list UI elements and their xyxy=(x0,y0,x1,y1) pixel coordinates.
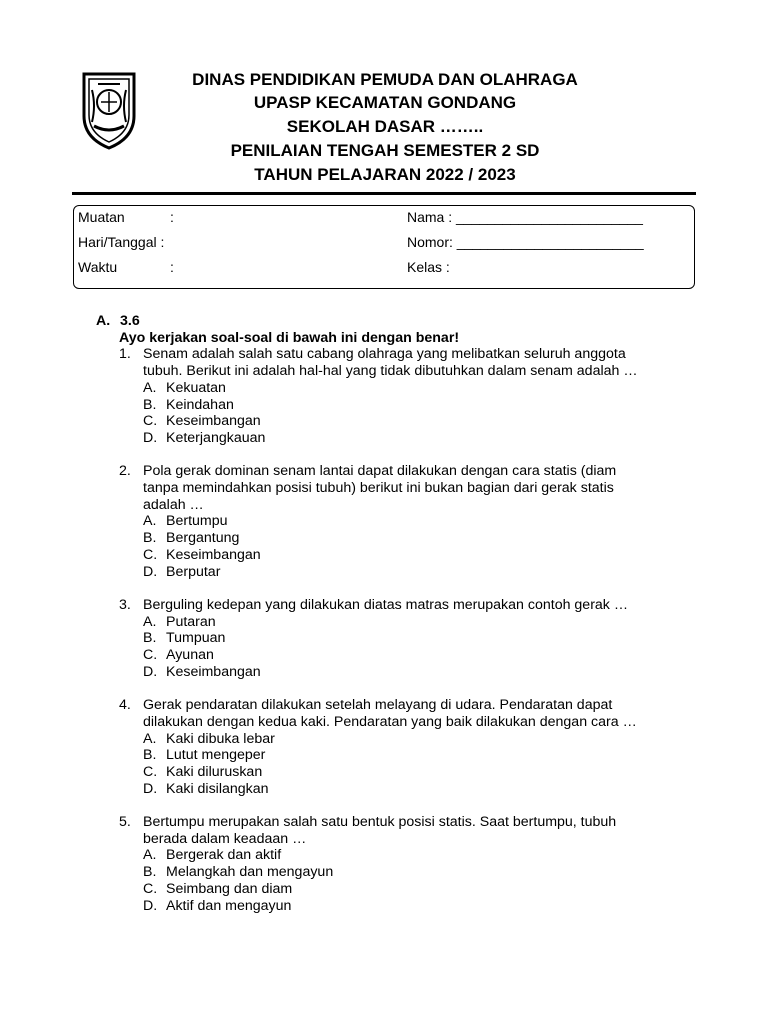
question-spacer xyxy=(96,680,696,697)
colon-muatan: : xyxy=(170,209,174,225)
question-item xyxy=(96,597,696,681)
option-text: Kekuatan xyxy=(166,379,226,396)
answer-option[interactable] xyxy=(143,747,696,764)
colon-waktu: : xyxy=(170,259,174,275)
option-text: Kaki dibuka lebar xyxy=(166,730,275,747)
answer-option[interactable] xyxy=(143,664,696,681)
question-item xyxy=(96,346,696,446)
option-text: Keseimbangan xyxy=(166,663,261,680)
question-text-line: Senam adalah salah satu cabang olahraga yang melibatkan seluruh anggota xyxy=(143,346,626,363)
question-body xyxy=(143,346,696,446)
option-text: Bergantung xyxy=(166,530,240,547)
header-unit: UPASP KECAMATAN GONDANG xyxy=(253,93,517,112)
header-divider xyxy=(72,192,696,195)
option-letter: D. xyxy=(143,563,158,580)
option-text: Keseimbangan xyxy=(166,546,261,563)
question-number: 3. xyxy=(119,596,131,613)
option-letter: C. xyxy=(143,546,158,563)
option-letter: B. xyxy=(143,864,157,881)
section-label: A. xyxy=(96,313,111,329)
option-letter: C. xyxy=(143,763,158,780)
option-letter: A. xyxy=(143,513,157,530)
answer-option[interactable] xyxy=(143,614,696,631)
answer-option[interactable] xyxy=(143,764,696,781)
question-number: 1. xyxy=(119,346,131,363)
option-text: Kaki disilangkan xyxy=(166,780,269,797)
answer-option[interactable] xyxy=(143,647,696,664)
regency-emblem-logo xyxy=(78,70,140,150)
question-text-line: tubuh. Berikut ini adalah hal-hal yang tidak dibutuhkan dalam senam adalah … xyxy=(143,363,638,380)
question-body xyxy=(143,597,696,681)
answer-option[interactable] xyxy=(143,864,696,881)
header-school: SEKOLAH DASAR …….. xyxy=(286,117,484,136)
field-nama[interactable]: Nama : ________________________ xyxy=(407,209,643,225)
option-text: Keterjangkauan xyxy=(166,429,266,446)
field-nomor[interactable]: Nomor: ________________________ xyxy=(407,234,644,250)
answer-option[interactable] xyxy=(143,397,696,414)
option-text: Tumpuan xyxy=(166,630,226,647)
option-text: Lutut mengeper xyxy=(166,747,266,764)
question-spacer xyxy=(96,447,696,464)
option-text: Aktif dan mengayun xyxy=(166,897,292,914)
question-text-line: tanpa memindahkan posisi tubuh) berikut ini bukan bagian dari gerak statis xyxy=(143,480,614,497)
answer-option[interactable] xyxy=(143,564,696,581)
question-text-line: Bertumpu merupakan salah satu bentuk posisi statis. Saat bertumpu, tubuh xyxy=(143,814,617,831)
option-letter: C. xyxy=(143,647,158,664)
question-text-line: Berguling kedepan yang dilakukan diatas matras merupakan contoh gerak … xyxy=(143,596,629,613)
field-kelas[interactable]: Kelas : xyxy=(407,259,450,275)
question-list xyxy=(96,346,696,914)
header-school-year: TAHUN PELAJARAN 2022 / 2023 xyxy=(254,165,516,184)
option-letter: D. xyxy=(143,897,158,914)
option-text: Bergerak dan aktif xyxy=(166,847,282,864)
option-letter: A. xyxy=(143,613,157,630)
question-text-line: berada dalam keadaan … xyxy=(143,830,307,847)
question-text-line: dilakukan dengan kedua kaki. Pendaratan yang baik dilakukan dengan cara … xyxy=(143,713,637,730)
option-letter: B. xyxy=(143,747,157,764)
option-text: Putaran xyxy=(166,613,216,630)
question-spacer xyxy=(96,797,696,814)
option-letter: A. xyxy=(143,730,157,747)
header-exam-title: PENILAIAN TENGAH SEMESTER 2 SD xyxy=(230,141,540,160)
question-number: 5. xyxy=(119,814,131,831)
question-body xyxy=(143,463,696,580)
option-letter: A. xyxy=(143,379,157,396)
question-item xyxy=(96,697,696,797)
option-letter: C. xyxy=(143,413,158,430)
label-waktu: Waktu xyxy=(78,259,118,275)
answer-option[interactable] xyxy=(143,630,696,647)
option-letter: B. xyxy=(143,530,157,547)
question-number: 2. xyxy=(119,463,131,480)
header-agency: DINAS PENDIDIKAN PEMUDA DAN OLAHRAGA xyxy=(192,70,578,89)
option-text: Seimbang dan diam xyxy=(166,880,293,897)
option-text: Keindahan xyxy=(166,396,234,413)
option-letter: D. xyxy=(143,780,158,797)
option-text: Keseimbangan xyxy=(166,413,261,430)
option-text: Melangkah dan mengayun xyxy=(166,864,334,881)
answer-option[interactable] xyxy=(143,731,696,748)
label-hari-tanggal: Hari/Tanggal : xyxy=(78,234,165,250)
option-letter: B. xyxy=(143,396,157,413)
answer-option[interactable] xyxy=(143,380,696,397)
question-body xyxy=(143,697,696,797)
section-code: 3.6 xyxy=(120,313,140,329)
label-muatan: Muatan xyxy=(78,209,125,225)
question-text-line: Pola gerak dominan senam lantai dapat dilakukan dengan cara statis (diam xyxy=(143,463,617,480)
question-item xyxy=(96,814,696,914)
option-text: Kaki diluruskan xyxy=(166,763,263,780)
question-text-line: adalah … xyxy=(143,496,204,513)
question-number: 4. xyxy=(119,697,131,714)
option-letter: D. xyxy=(143,429,158,446)
answer-option[interactable] xyxy=(143,547,696,564)
option-text: Berputar xyxy=(166,563,221,580)
question-section xyxy=(96,313,696,914)
option-text: Ayunan xyxy=(166,647,214,664)
answer-option[interactable] xyxy=(143,881,696,898)
question-spacer xyxy=(96,580,696,597)
option-text: Bertumpu xyxy=(166,513,228,530)
answer-option[interactable] xyxy=(143,413,696,430)
question-item xyxy=(96,463,696,580)
option-letter: C. xyxy=(143,880,158,897)
option-letter: D. xyxy=(143,663,158,680)
answer-option[interactable] xyxy=(143,847,696,864)
answer-option[interactable] xyxy=(143,430,696,447)
option-letter: A. xyxy=(143,847,157,864)
answer-option[interactable] xyxy=(143,530,696,547)
answer-option[interactable] xyxy=(143,513,696,530)
answer-option[interactable] xyxy=(143,781,696,798)
question-body xyxy=(143,814,696,914)
answer-option[interactable] xyxy=(143,898,696,915)
section-heading xyxy=(96,313,696,330)
section-instruction: Ayo kerjakan soal-soal di bawah ini dengan benar! xyxy=(119,329,460,346)
question-text-line: Gerak pendaratan dilakukan setelah melayang di udara. Pendaratan dapat xyxy=(143,697,613,714)
option-letter: B. xyxy=(143,630,157,647)
